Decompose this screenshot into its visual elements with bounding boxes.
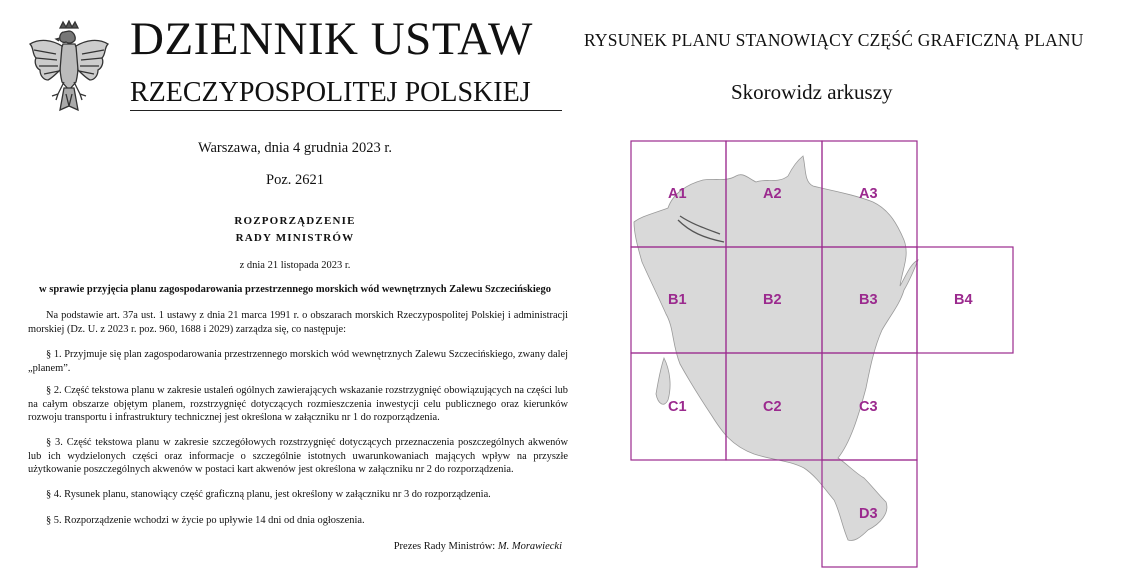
journal-subtitle: RZECZYPOSPOLITEJ POLSKIEJ — [130, 77, 531, 108]
sheet-label-a2: A2 — [763, 186, 782, 202]
decree-issuer: RADY MINISTRÓW — [235, 232, 355, 244]
paragraph-1: § 1. Przyjmuje się plan zagospodarowania przestrzennego morskich wód wewnętrznych Zalewu Szczecińskiego, zwany dalej „planem”. — [28, 349, 568, 374]
journal-title: DZIENNIK USTAW — [130, 13, 533, 65]
signature-role: Prezes Rady Ministrów: — [393, 541, 496, 552]
paragraph-3: § 3. Część tekstowa planu w zakresie szczegółowych rozstrzygnięć dotyczących przeznaczenia poszczególnych akwenów lub ich wydzielonych części oraz informacje o szczególnie istotnych uwarunkowaniach mających wpływ na przyszłe użytkowanie poszczególnych akwenów w postaci kart akwenów jest określona w załączniku nr 2 do rozporządzenia. — [28, 437, 568, 476]
polish-eagle-emblem-icon — [26, 20, 112, 116]
signature-name: M. Morawiecki — [497, 541, 562, 552]
sheet-label-a1: A1 — [668, 186, 687, 202]
paragraph-4: § 4. Rysunek planu, stanowiący część graficzną planu, jest określony w załączniku nr 3 do rozporządzenia. — [46, 489, 491, 500]
lagoon-shape — [634, 156, 918, 541]
decree-type: ROZPORZĄDZENIE — [234, 215, 356, 227]
decree-date: z dnia 21 listopada 2023 r. — [239, 260, 351, 271]
sheet-index-map — [628, 138, 1016, 570]
sheet-label-b2: B2 — [763, 292, 782, 308]
sheet-index-title: Skorowidz arkuszy — [731, 80, 893, 104]
western-island-shape — [656, 358, 670, 404]
position-number: Poz. 2621 — [266, 172, 324, 188]
publication-date: Warszawa, dnia 4 grudnia 2023 r. — [197, 140, 393, 156]
paragraph-2: § 2. Część tekstowa planu w zakresie ustaleń ogólnych zawierających wskazanie rozstrzygnięć obowiązujących na części lub na całym obszarze objętym planem, rozstrzygnięć dotyczących rozmieszczenia inwestycji celu publicznego oraz kierunków rozwoju transportu i infrastruktury technicznej jest określona w załączniku nr 1 do rozporządzenia. — [28, 385, 568, 424]
signature — [394, 541, 562, 552]
paragraph-5: § 5. Rozporządzenie wchodzi w życie po upływie 14 dni od dnia ogłoszenia. — [46, 515, 365, 526]
sheet-label-b3: B3 — [859, 292, 878, 308]
decree-subject: w sprawie przyjęcia planu zagospodarowania przestrzennego morskich wód wewnętrznych Zalewu Szczecińskiego — [39, 284, 551, 295]
sheet-label-a3: A3 — [859, 186, 878, 202]
sheet-label-c2: C2 — [763, 399, 782, 415]
sheet-label-b1: B1 — [668, 292, 687, 308]
sheet-label-d3: D3 — [859, 506, 878, 522]
preamble-paragraph: Na podstawie art. 37a ust. 1 ustawy z dnia 21 marca 1991 r. o obszarach morskich Rzeczypospolitej Polskiej i administracji morskiej (Dz. U. z 2023 r. poz. 960, 1688 i 2029) zarządza się, co następuje: — [28, 310, 568, 335]
title-divider — [130, 110, 562, 111]
plan-drawing-header: RYSUNEK PLANU STANOWIĄCY CZĘŚĆ GRAFICZNĄ PLANU — [584, 30, 1084, 50]
sheet-label-c1: C1 — [668, 399, 687, 415]
sheet-label-c3: C3 — [859, 399, 878, 415]
sheet-label-b4: B4 — [954, 292, 973, 308]
